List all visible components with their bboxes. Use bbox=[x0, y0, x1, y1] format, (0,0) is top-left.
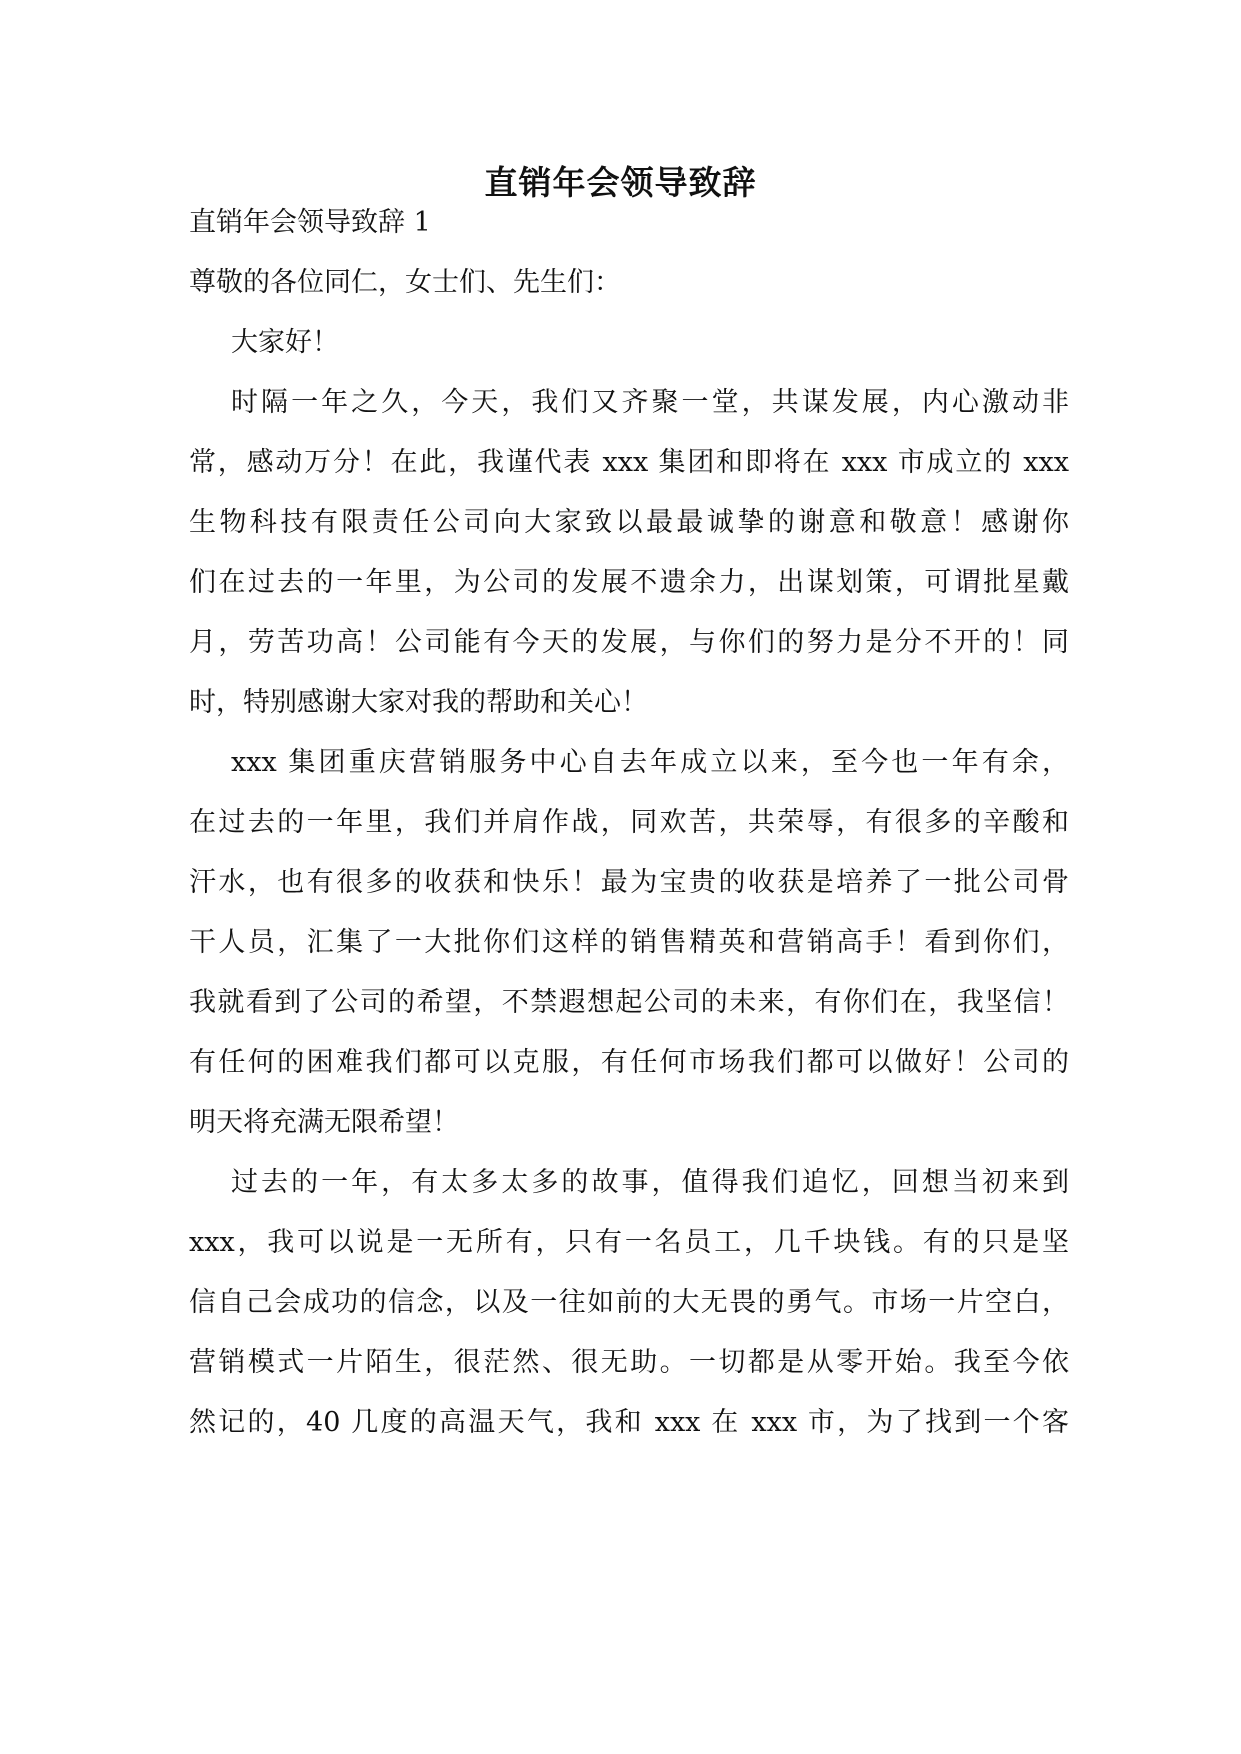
paragraph-line: 时，特别感谢大家对我的帮助和关心！ bbox=[189, 687, 648, 718]
paragraph-line: 信自己会成功的信念，以及一往如前的大无畏的勇气。市场一片空白， bbox=[189, 1287, 1069, 1318]
paragraph-line: 然记的，40 几度的高温天气，我和 xxx 在 xxx 市，为了找到一个客 bbox=[189, 1407, 1069, 1438]
paragraph-line: 月，劳苦功高！公司能有今天的发展，与你们的努力是分不开的！同 bbox=[189, 627, 1069, 658]
greeting-line: 大家好！ bbox=[231, 327, 339, 358]
paragraph-line: 们在过去的一年里，为公司的发展不遗余力，出谋划策，可谓批星戴 bbox=[189, 567, 1069, 598]
paragraph-line: 明天将充满无限希望！ bbox=[189, 1107, 459, 1138]
paragraph-line: 有任何的困难我们都可以克服，有任何市场我们都可以做好！公司的 bbox=[189, 1047, 1069, 1078]
paragraph-line: 汗水，也有很多的收获和快乐！最为宝贵的收获是培养了一批公司骨 bbox=[189, 867, 1069, 898]
paragraph-line: 时隔一年之久，今天，我们又齐聚一堂，共谋发展，内心激动非 bbox=[231, 387, 1069, 418]
paragraph-line: 干人员，汇集了一大批你们这样的销售精英和营销高手！看到你们， bbox=[189, 927, 1069, 958]
paragraph-line: 生物科技有限责任公司向大家致以最最诚挚的谢意和敬意！感谢你 bbox=[189, 507, 1069, 538]
paragraph-line: 常，感动万分！在此，我谨代表 xxx 集团和即将在 xxx 市成立的 xxx bbox=[189, 447, 1069, 478]
document-title: 直销年会领导致辞 bbox=[484, 163, 757, 202]
paragraph-line: xxx，我可以说是一无所有，只有一名员工，几千块钱。有的只是坚 bbox=[189, 1227, 1069, 1258]
paragraph-line: 营销模式一片陌生，很茫然、很无助。一切都是从零开始。我至今依 bbox=[189, 1347, 1069, 1378]
paragraph-line: xxx 集团重庆营销服务中心自去年成立以来，至今也一年有余， bbox=[231, 747, 1069, 778]
paragraph-line: 过去的一年，有太多太多的故事，值得我们追忆，回想当初来到 bbox=[231, 1167, 1069, 1198]
document-subtitle: 直销年会领导致辞 1 bbox=[189, 207, 431, 238]
salutation: 尊敬的各位同仁，女士们、先生们： bbox=[189, 267, 621, 298]
paragraph-line: 在过去的一年里，我们并肩作战，同欢苦，共荣辱，有很多的辛酸和 bbox=[189, 807, 1069, 838]
paragraph-line: 我就看到了公司的希望，不禁遐想起公司的未来，有你们在，我坚信！ bbox=[189, 987, 1069, 1018]
